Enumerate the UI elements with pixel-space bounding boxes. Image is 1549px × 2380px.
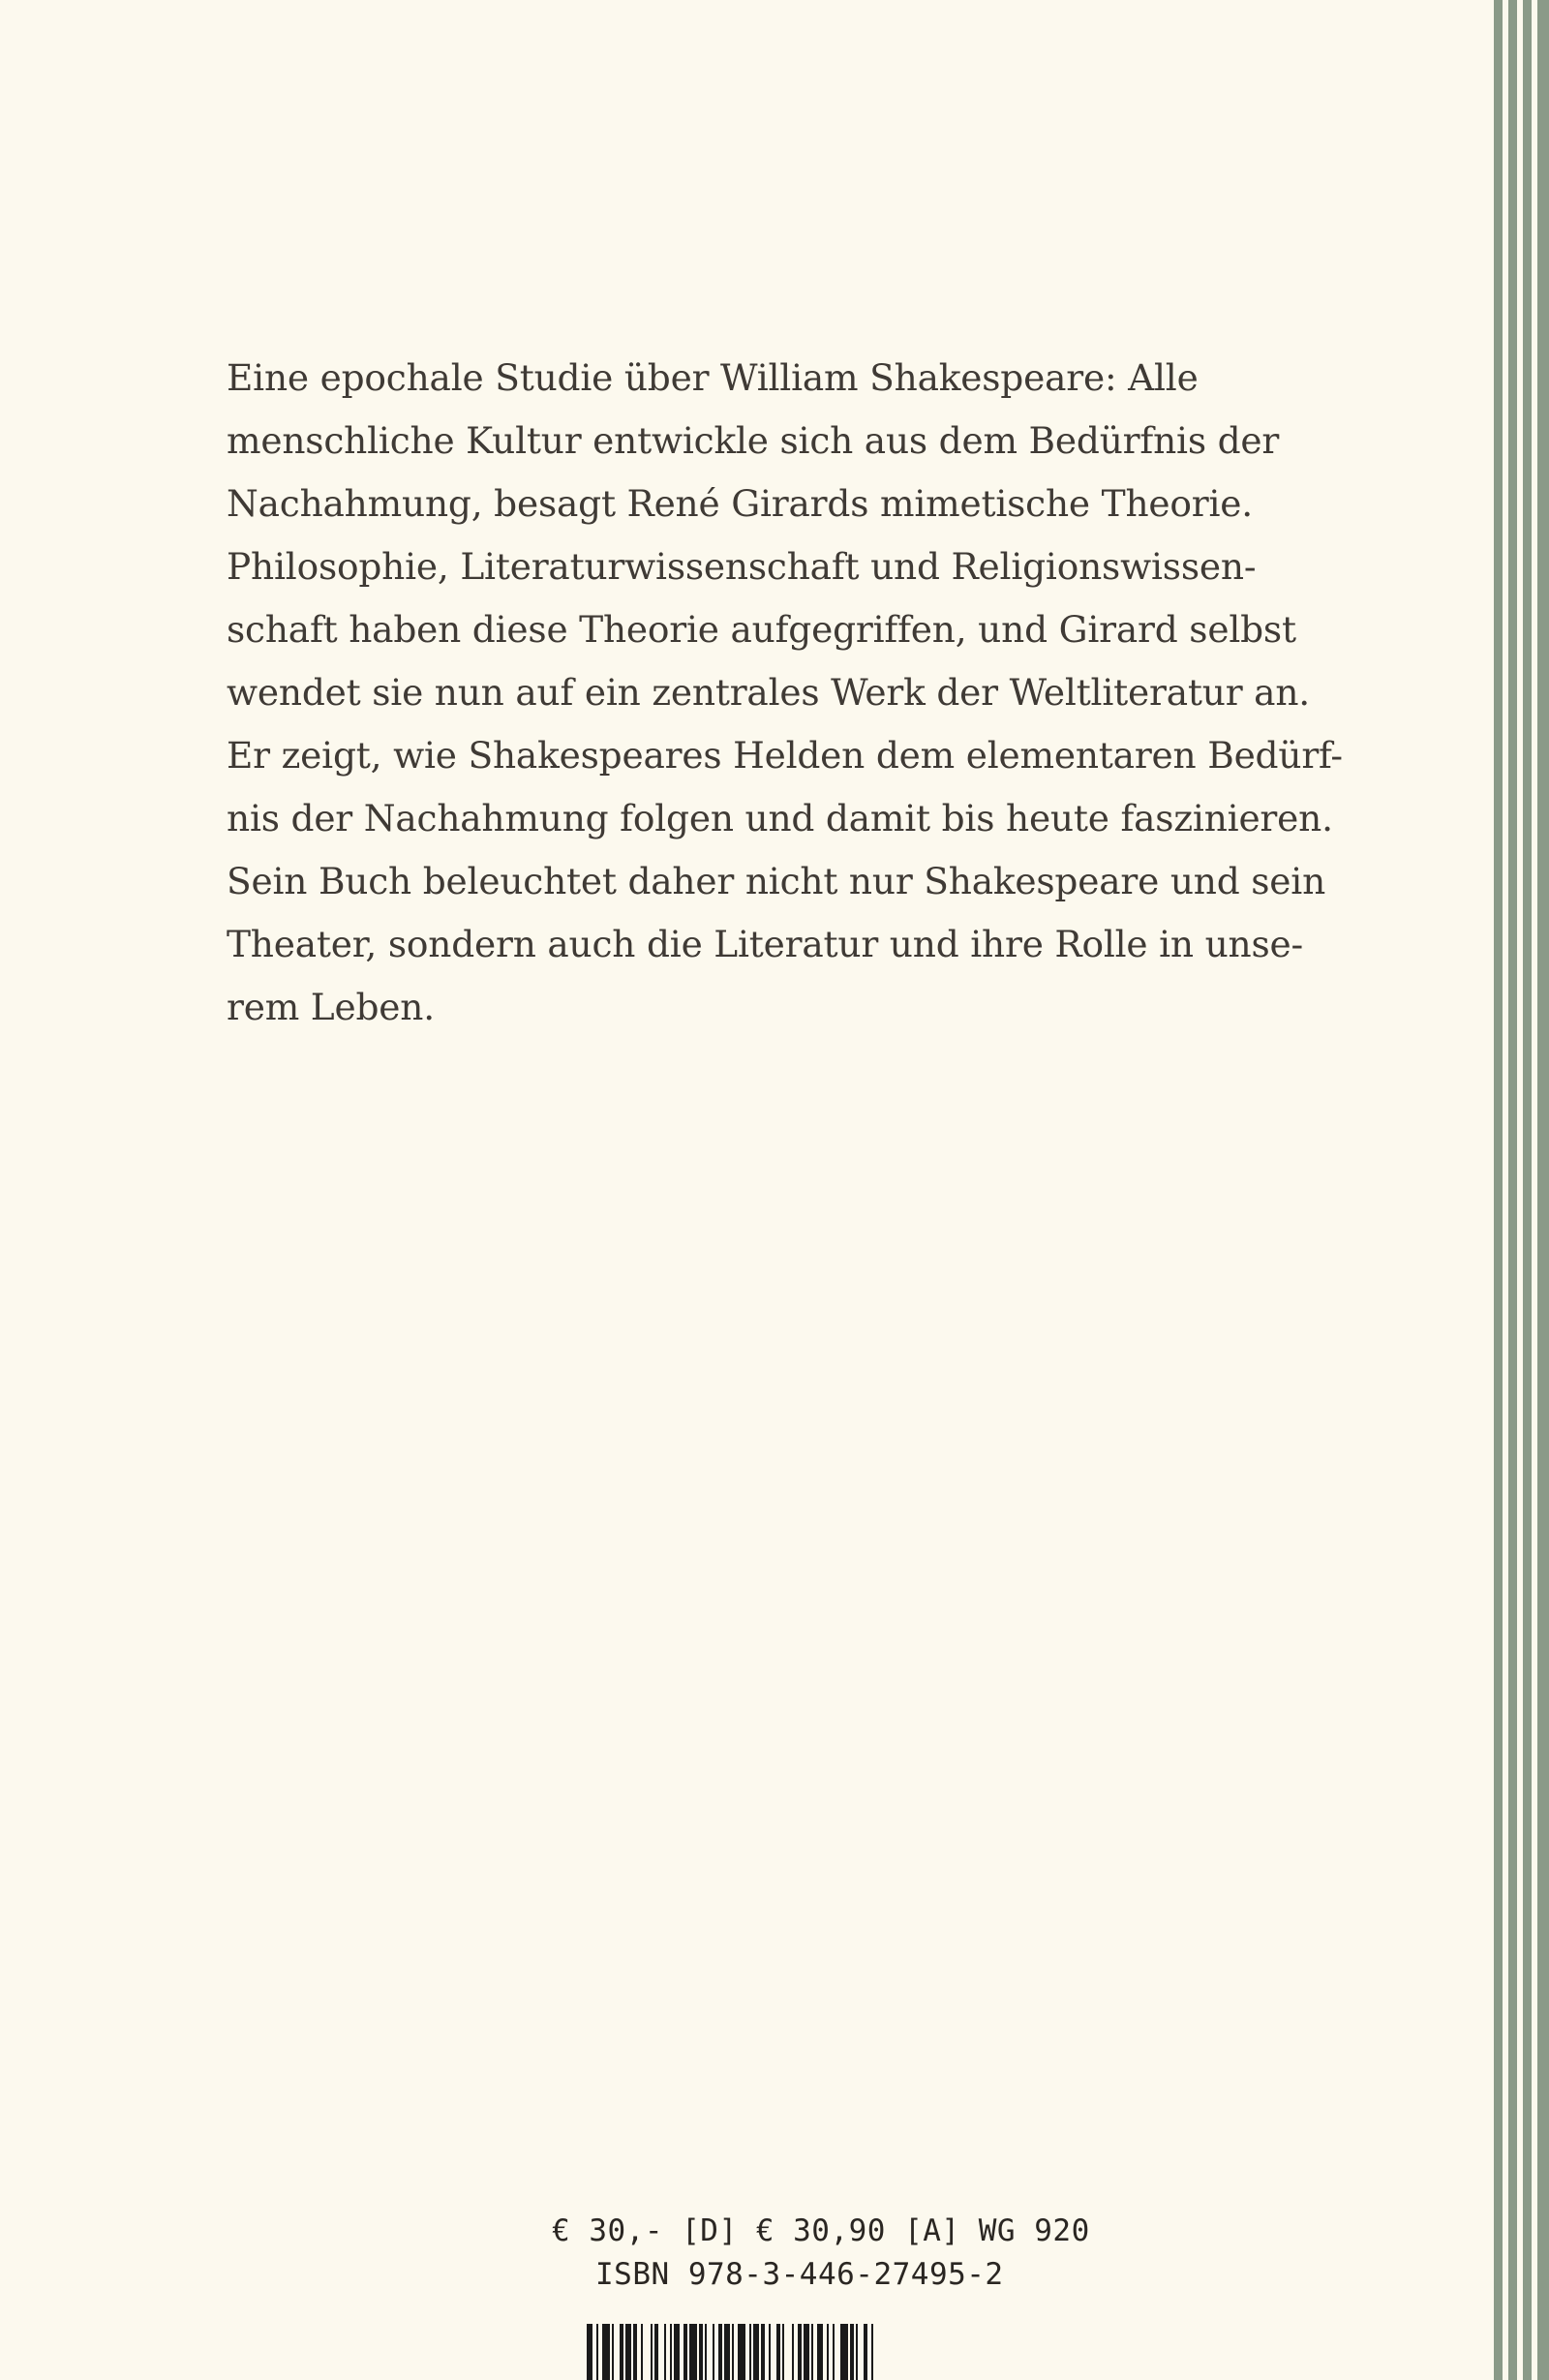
barcode-bar [620, 2324, 623, 2380]
barcode-bar [602, 2324, 610, 2380]
barcode-bar [804, 2324, 809, 2380]
barcode-bar [654, 2324, 658, 2380]
barcode-bar [871, 2324, 873, 2380]
isbn-number: ISBN 978-3-446-27495-2 [595, 2257, 1004, 2292]
blurb-line: Eine epochale Studie über William Shakespeare: Alle [227, 356, 1199, 399]
stripe-green [1508, 0, 1517, 2380]
barcode-bar [664, 2324, 666, 2380]
blurb-line: wendet sie nun auf ein zentrales Werk der Weltliteratur an. [227, 671, 1310, 714]
barcode-bar [782, 2324, 784, 2380]
barcode-bar [651, 2324, 653, 2380]
barcode-bar [864, 2324, 867, 2380]
price-line: € 30,- [D] € 30,90 [A] WG 920 [552, 2213, 1090, 2248]
barcode-bar [705, 2324, 707, 2380]
barcode-bar [633, 2324, 637, 2380]
barcode-bar [713, 2324, 714, 2380]
blurb-line: Sein Buch beleuchtet daher nicht nur Shakespeare und sein [227, 860, 1326, 902]
blurb-line: menschliche Kultur entwickle sich aus dem Bedürfnis der [227, 419, 1280, 462]
barcode-bar [856, 2324, 858, 2380]
blurb-line: Philosophie, Literaturwissenschaft und Religionswissen- [227, 545, 1257, 588]
stripe-green [1523, 0, 1532, 2380]
price-info [552, 2210, 1090, 2297]
barcode-bar [827, 2324, 829, 2380]
barcode-bar [718, 2324, 722, 2380]
barcode-bar [761, 2324, 765, 2380]
blurb-line: schaft haben diese Theorie aufgegriffen, und Girard selbst [227, 608, 1296, 651]
barcode-bar [612, 2324, 614, 2380]
blurb-line: nis der Nachahmung folgen und damit bis heute faszinieren. [227, 797, 1333, 839]
barcode-bar [724, 2324, 730, 2380]
blurb-line: Theater, sondern auch die Literatur und ihre Rolle in unse- [227, 923, 1303, 965]
barcode-bar [732, 2324, 734, 2380]
blurb-line: rem Leben. [227, 986, 435, 1028]
barcode-bar [811, 2324, 813, 2380]
barcode-bar [776, 2324, 780, 2380]
barcode-icon [587, 2324, 955, 2380]
barcode-bar [840, 2324, 848, 2380]
barcode-bar [699, 2324, 703, 2380]
barcode-bar [596, 2324, 598, 2380]
blurb-line: Er zeigt, wie Shakespeares Helden dem elementaren Bedürf- [227, 734, 1343, 777]
barcode-bar [749, 2324, 751, 2380]
barcode-bar [683, 2324, 687, 2380]
barcode-bar [641, 2324, 643, 2380]
barcode-bar [670, 2324, 672, 2380]
barcode-bar [817, 2324, 823, 2380]
barcode-bar [674, 2324, 680, 2380]
barcode-bar [738, 2324, 745, 2380]
stripe-green [1537, 0, 1549, 2380]
barcode-bar [753, 2324, 759, 2380]
barcode-bar [689, 2324, 697, 2380]
barcode-bar [769, 2324, 771, 2380]
barcode-bar [798, 2324, 802, 2380]
barcode-bar [792, 2324, 794, 2380]
stripe-green [1494, 0, 1503, 2380]
barcode-bar [850, 2324, 854, 2380]
blurb-text [227, 347, 1369, 1039]
barcode-bar [625, 2324, 631, 2380]
blurb-line: Nachahmung, besagt René Girards mimetische Theorie. [227, 482, 1253, 525]
barcode-bar [587, 2324, 592, 2380]
barcode-bar [833, 2324, 835, 2380]
spine-stripes [1488, 0, 1549, 2380]
